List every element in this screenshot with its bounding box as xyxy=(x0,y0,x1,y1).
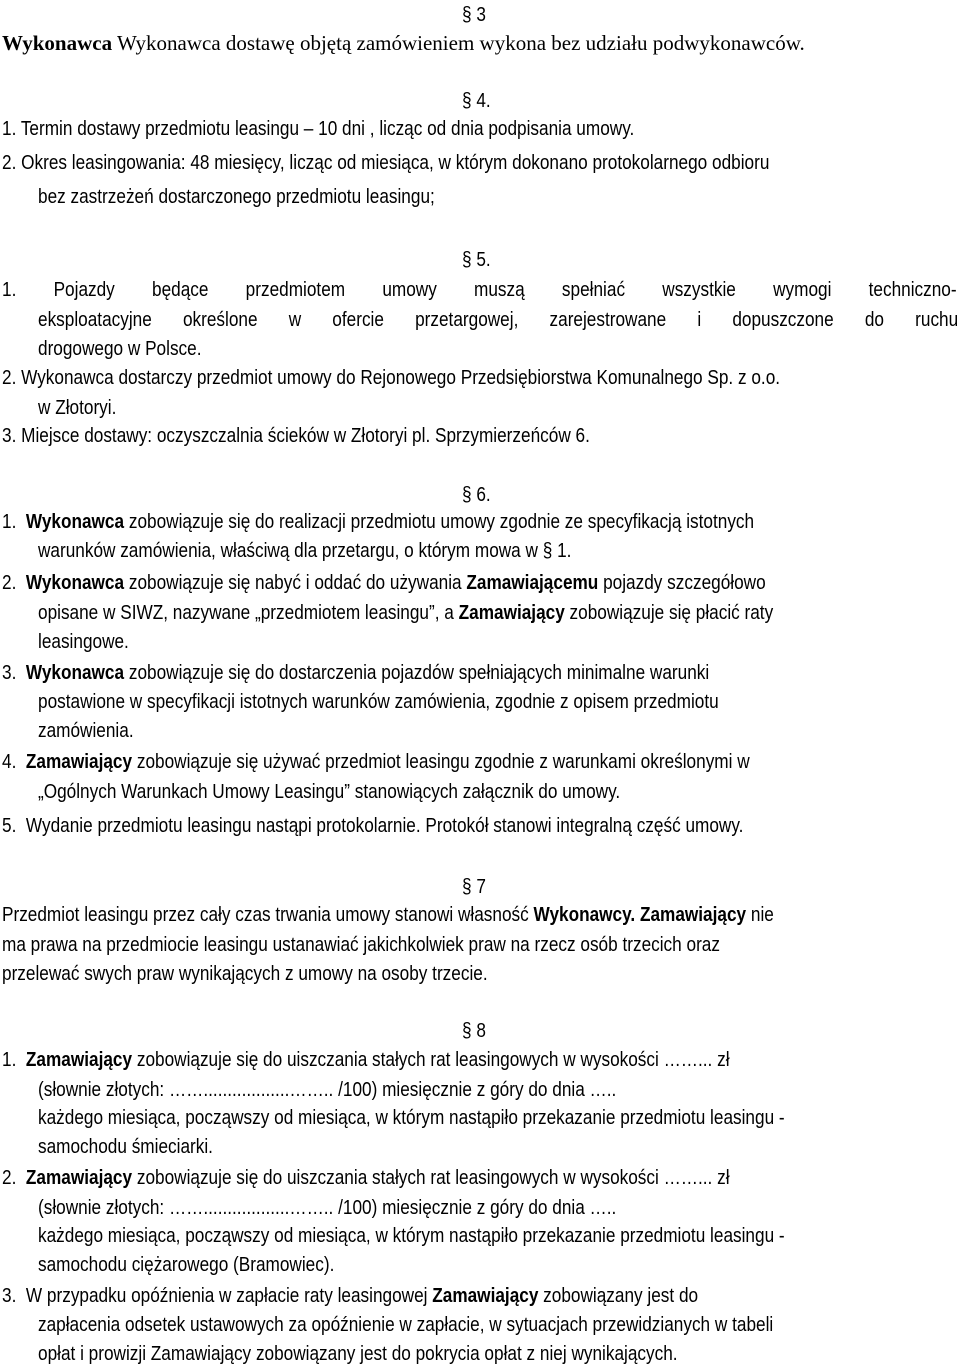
section-5-item-1: 1. Pojazdy będące przedmiotem umowy muszą spełniać wszystkie wymogi techniczno- xyxy=(2,279,957,301)
section-8-item-1: 1. Zamawiający zobowiązuje się do uiszczania stałych rat leasingowych w wysokości ……... zł xyxy=(2,1049,730,1071)
section-6-item-3-cont: postawione w specyfikacji istotnych warunków zamówienia, zgodnie z opisem przedmiotu xyxy=(38,691,719,713)
section-5-item-1-end: drogowego w Polsce. xyxy=(38,338,202,360)
section-5-item-1-cont: eksploatacyjne określone w ofercie przetargowej, zarejestrowane i dopuszczone do ruchu xyxy=(38,309,959,331)
section-3-text xyxy=(2,31,805,55)
section-6-item-2-cont: opisane w SIWZ, nazywane „przedmiotem leasingu”, a Zamawiający zobowiązuje się płacić raty xyxy=(38,602,774,624)
section-5-item-3: 3. Miejsce dostawy: oczyszczalnia ścieków w Złotoryi pl. Sprzymierzeńców 6. xyxy=(2,425,590,447)
section-6-item-4-cont: „Ogólnych Warunkach Umowy Leasingu” stanowiących załącznik do umowy. xyxy=(38,781,621,803)
section-7-heading: § 7 xyxy=(462,876,486,898)
section-6-item-4: 4. Zamawiający zobowiązuje się używać przedmiot leasingu zgodnie z warunkami określonymi w xyxy=(2,751,750,773)
section-8-item-3: 3. W przypadku opóźnienia w zapłacie raty leasingowej Zamawiający zobowiązany jest do xyxy=(2,1285,699,1307)
section-7-line-3: przelewać swych praw wynikających z umowy na osoby trzecie. xyxy=(2,963,488,985)
section-4-item-1: 1. Termin dostawy przedmiotu leasingu – 10 dni , licząc od dnia podpisania umowy. xyxy=(2,118,635,140)
section-6-item-2-end: leasingowe. xyxy=(38,631,129,653)
section-4-heading: § 4. xyxy=(462,90,491,112)
section-8-item-3-end: opłat i prowizji Zamawiający zobowiązany jest do pokrycia opłat z niej wynikających. xyxy=(38,1343,678,1365)
section-3-heading: § 3 xyxy=(462,4,486,26)
section-6-item-3: 3. Wykonawca zobowiązuje się do dostarczenia pojazdów spełniających minimalne warunki xyxy=(2,662,710,684)
section-6-heading: § 6. xyxy=(462,484,491,506)
section-8-item-1-cont: (słownie złotych: ……..................…….. /100) miesięcznie z góry do dnia ….. xyxy=(38,1079,617,1101)
section-4-item-2-cont: bez zastrzeżeń dostarczonego przedmiotu leasingu; xyxy=(38,186,435,208)
section-3-rest: Wykonawca dostawę objętą zamówieniem wykona bez udziału podwykonawców. xyxy=(116,31,805,55)
section-5-item-2: 2. Wykonawca dostarczy przedmiot umowy do Rejonowego Przedsiębiorstwa Komunalnego Sp. z o.o. xyxy=(2,367,781,389)
section-8-item-2: 2. Zamawiający zobowiązuje się do uiszczania stałych rat leasingowych w wysokości ……... zł xyxy=(2,1167,730,1189)
section-8-item-1-end: samochodu śmieciarki. xyxy=(38,1136,213,1158)
section-6-item-5: 5. Wydanie przedmiotu leasingu nastąpi protokolarnie. Protokół stanowi integralną część umowy. xyxy=(2,815,744,837)
section-8-item-2-cont: (słownie złotych: ……..................…….. /100) miesięcznie z góry do dnia ….. xyxy=(38,1197,617,1219)
section-8-item-1-cont2: każdego miesiąca, począwszy od miesiąca, w którym nastąpiło przekazanie przedmiotu leasingu - xyxy=(38,1107,785,1129)
section-6-item-1-cont: warunków zamówienia, właściwą dla przetargu, o którym mowa w § 1. xyxy=(38,540,572,562)
section-7-line-2: ma prawa na przedmiocie leasingu ustanawiać jakichkolwiek praw na rzecz osób trzecich oraz xyxy=(2,934,720,956)
term-wykonawca: Wykonawca xyxy=(2,31,113,55)
section-8-item-2-cont2: każdego miesiąca, począwszy od miesiąca, w którym nastąpiło przekazanie przedmiotu leasingu - xyxy=(38,1225,785,1247)
section-8-item-3-cont: zapłacenia odsetek ustawowych za opóźnienie w zapłacie, w sytuacjach przewidzianych w tabeli xyxy=(38,1314,774,1336)
section-6-item-3-end: zamówienia. xyxy=(38,720,134,742)
section-5-heading: § 5. xyxy=(462,249,491,271)
section-6-item-1: 1. Wykonawca zobowiązuje się do realizacji przedmiotu umowy zgodnie ze specyfikacją istotnych xyxy=(2,511,755,533)
section-7-line-1: Przedmiot leasingu przez cały czas trwania umowy stanowi własność Wykonawcy. Zamawiający nie xyxy=(2,904,774,926)
section-8-item-2-end: samochodu ciężarowego (Bramowiec). xyxy=(38,1254,335,1276)
section-6-item-2: 2. Wykonawca zobowiązuje się nabyć i oddać do używania Zamawiającemu pojazdy szczegółowo xyxy=(2,572,766,594)
section-8-heading: § 8 xyxy=(462,1020,486,1042)
section-4-item-2: 2. Okres leasingowania: 48 miesięcy, licząc od miesiąca, w którym dokonano protokolarnego odbioru xyxy=(2,152,770,174)
section-5-item-2-cont: w Złotoryi. xyxy=(38,397,117,419)
